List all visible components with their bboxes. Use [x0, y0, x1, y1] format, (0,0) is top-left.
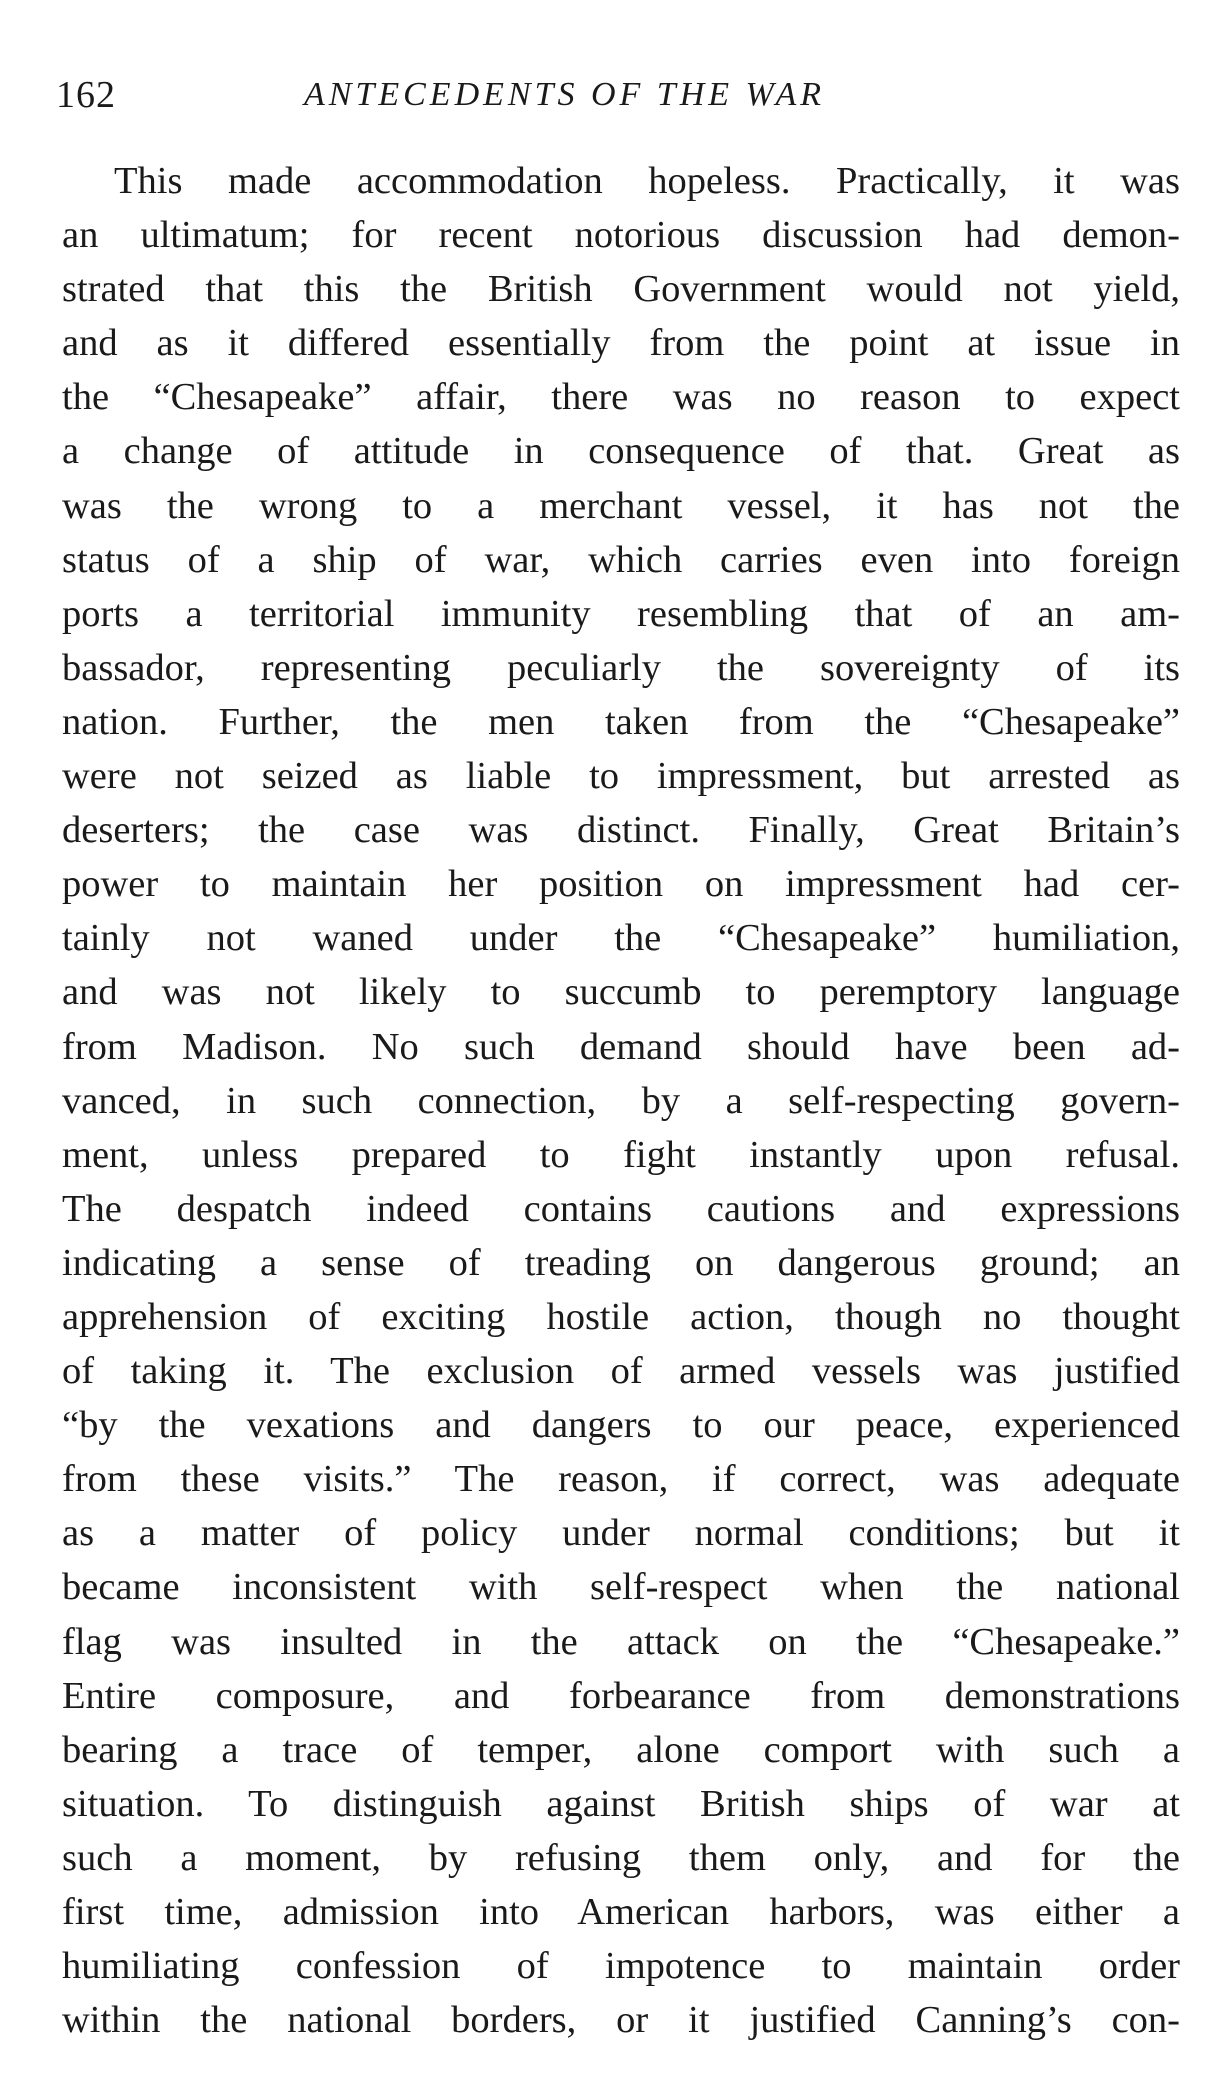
text-line: tainly not waned under the “Chesapeake” humiliation, [62, 917, 1180, 960]
text-line: indicating a sense of treading on dangerous ground; an [62, 1241, 1180, 1284]
text-line: ports a territorial immunity resembling that of an am- [62, 592, 1180, 635]
text-line: from Madison. No such demand should have been ad- [62, 1025, 1180, 1068]
text-line: ment, unless prepared to fight instantly upon refusal. [62, 1133, 1180, 1176]
page-number: 162 [56, 74, 116, 116]
text-line: Entire composure, and forbearance from demonstrations [62, 1674, 1180, 1717]
text-line: bassador, representing peculiarly the sovereignty of its [62, 646, 1180, 689]
text-line: such a moment, by refusing them only, and for the [62, 1836, 1180, 1879]
text-line: nation. Further, the men taken from the “Chesapeake” [62, 700, 1180, 743]
text-line: situation. To distinguish against British ships of war at [62, 1782, 1180, 1825]
body-paragraph [62, 154, 1180, 2047]
text-line: as a matter of policy under normal conditions; but it [62, 1512, 1180, 1555]
text-line: status of a ship of war, which carries even into foreign [62, 538, 1180, 581]
text-line: This made accommodation hopeless. Practically, it was [114, 160, 1180, 202]
text-line: from these visits.” The reason, if correct, was adequate [62, 1458, 1180, 1501]
running-title: ANTECEDENTS OF THE WAR [304, 76, 826, 113]
text-line: first time, admission into American harbors, was either a [62, 1891, 1180, 1933]
text-line: the “Chesapeake” affair, there was no reason to expect [62, 376, 1180, 419]
text-line: and as it differed essentially from the point at issue in [62, 322, 1180, 365]
text-line: flag was insulted in the attack on the “Chesapeake.” [62, 1620, 1180, 1663]
text-line: was the wrong to a merchant vessel, it has not the [62, 484, 1180, 527]
text-line: and was not likely to succumb to peremptory language [62, 971, 1180, 1014]
text-line: humiliating confession of impotence to maintain order [62, 1945, 1180, 1988]
running-head [42, 70, 1182, 120]
text-line: an ultimatum; for recent notorious discussion had demon- [62, 214, 1180, 257]
text-line: within the national borders, or it justified Canning’s con- [62, 1999, 1180, 2042]
text-line: deserters; the case was distinct. Finally, Great Britain’s [62, 809, 1180, 852]
text-line: vanced, in such connection, by a self-respecting govern- [62, 1079, 1180, 1122]
text-line: The despatch indeed contains cautions and expressions [62, 1187, 1180, 1230]
text-line: were not seized as liable to impressment, but arrested as [62, 755, 1180, 798]
text-line: power to maintain her position on impressment had cer- [62, 863, 1180, 906]
text-line: “by the vexations and dangers to our peace, experienced [62, 1404, 1180, 1447]
text-line: became inconsistent with self-respect when the national [62, 1566, 1180, 1609]
text-line: a change of attitude in consequence of that. Great as [62, 430, 1180, 473]
text-line: of taking it. The exclusion of armed vessels was justified [62, 1350, 1180, 1393]
text-line: strated that this the British Government would not yield, [62, 268, 1180, 311]
text-line: apprehension of exciting hostile action, though no thought [62, 1295, 1180, 1338]
text-line: bearing a trace of temper, alone comport with such a [62, 1728, 1180, 1771]
